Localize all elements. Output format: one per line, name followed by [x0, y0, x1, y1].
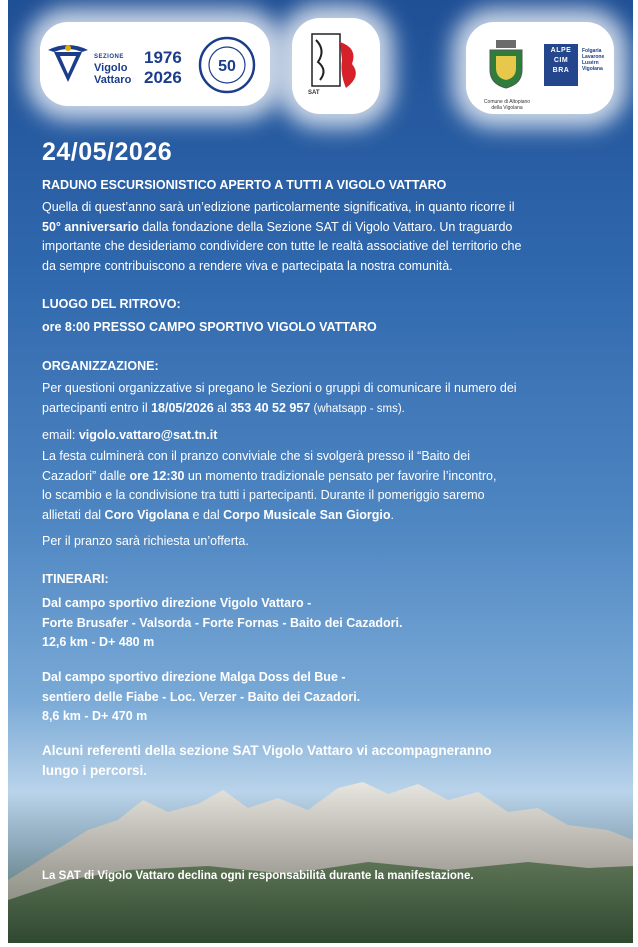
sat-section-label: SEZIONE: [94, 54, 124, 60]
anniversary-years: 1976 2026: [144, 48, 182, 87]
anniversary-seal-logo: [198, 36, 256, 94]
intro-paragraph: Quella di quest’anno sarà un’edizione particolarmente significativa, in quanto ricorre il 50° anniversario dalla fondazione della Sezione SAT di Vigolo Vattaro. Un traguardo importante che desideriamo condividere con tutte le realtà associative del territorio che da sempre contribuiscono a rendere viva e partecipata la nostra comunità.: [42, 200, 522, 273]
email-line: email: vigolo.vattaro@sat.tn.it: [42, 428, 218, 442]
festa-paragraph: La festa culminerà con il pranzo conviviale che si svolgerà presso il “Baito dei Cazadori” dalle ore 12:30 un momento tradizionale pensato per favorire l’incontro, lo scambio e la condivisione tra tutti i partecipanti. Durante il pomeriggio saremo allietati dal Coro Vigolana e dal Corpo Musicale San Giorgio.: [42, 449, 497, 522]
sat-eagle-logo: [46, 38, 90, 84]
municipality-crest: [486, 38, 526, 90]
alpe-cimbra-towns: Folgaria Lavarone Lusérn Vigolana: [582, 48, 605, 72]
offer-line: Per il pranzo sarà richiesta un’offerta.: [42, 534, 249, 548]
svg-text:50: 50: [218, 58, 236, 75]
guides-note: Alcuni referenti della sezione SAT Vigolo Vattaro vi accompagneranno lungo i percorsi.: [42, 743, 492, 778]
mountain-range-image: [8, 770, 633, 943]
meeting-detail: ore 8:00 PRESSO CAMPO SPORTIVO VIGOLO VATTARO: [42, 320, 377, 334]
event-headline: RADUNO ESCURSIONISTICO APERTO A TUTTI A VIGOLO VATTARO: [42, 178, 447, 192]
event-poster: [8, 0, 633, 943]
organization-paragraph: Per questioni organizzative si pregano le Sezioni o gruppi di comunicare il numero dei partecipanti entro il 18/05/2026 al 353 40 52 957 (whatsapp - sms).: [42, 381, 517, 415]
coro-sat-label: SAT: [308, 90, 320, 96]
organization-title: ORGANIZZAZIONE:: [42, 359, 159, 373]
disclaimer: La SAT di Vigolo Vattaro declina ogni responsabilità durante la manifestazione.: [42, 870, 474, 882]
sat-section-name: Vigolo Vattaro: [94, 62, 132, 86]
meeting-title: LUOGO DEL RITROVO:: [42, 297, 181, 311]
event-date: 24/05/2026: [42, 138, 173, 166]
email-link[interactable]: vigolo.vattaro@sat.tn.it: [78, 428, 218, 442]
itinerary-2: Dal campo sportivo direzione Malga Doss del Bue - sentiero delle Fiabe - Loc. Verzer - Baito dei Cazadori. 8,6 km - D+ 470 m: [42, 670, 361, 723]
itineraries-title: ITINERARI:: [42, 572, 109, 586]
municipality-name: Comune di Altopiano della Vigolana: [483, 99, 531, 111]
alpe-cimbra-logo: ALPE CIM BRA: [544, 44, 578, 86]
itinerary-1: Dal campo sportivo direzione Vigolo Vattaro - Forte Brusafer - Valsorda - Forte Fornas - Baito dei Cazadori. 12,6 km - D+ 480 m: [42, 596, 403, 649]
